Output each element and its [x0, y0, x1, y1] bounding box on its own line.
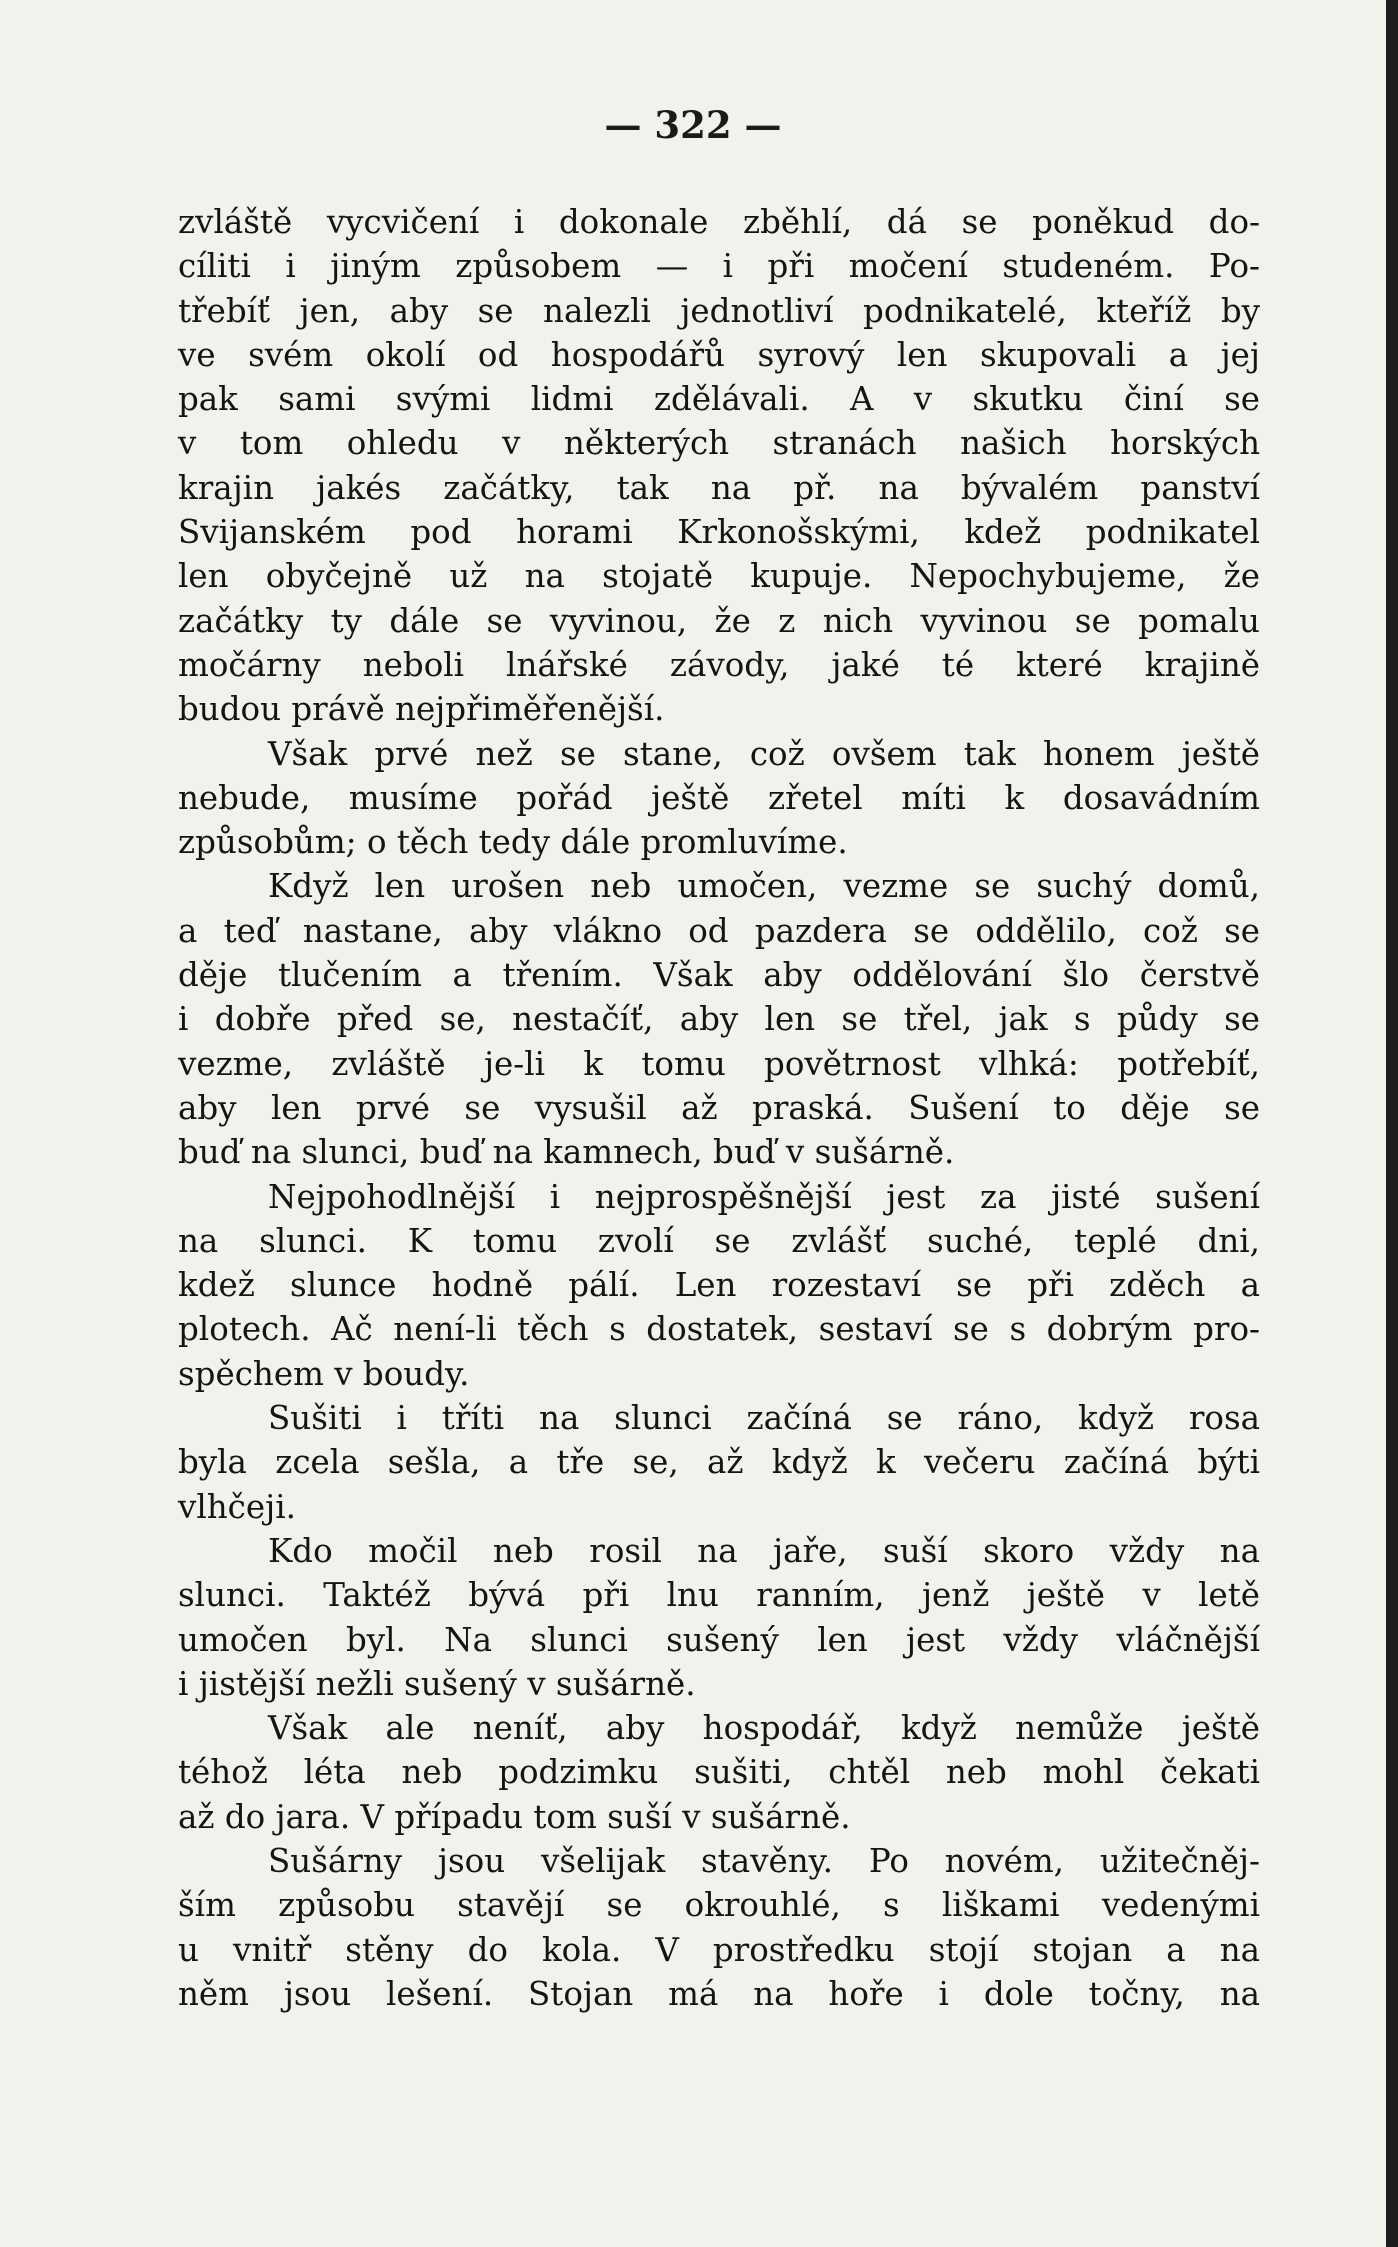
- text-line: na slunci. K tomu zvolí se zvlášť suché, teplé dni,: [178, 1221, 1260, 1260]
- text-line: Však ale neníť, aby hospodář, když nemůže ještě: [268, 1709, 1260, 1748]
- text-line: vlhčeji.: [178, 1487, 296, 1526]
- text-line: ším způsobu stavějí se okrouhlé, s liškami vedenými: [178, 1886, 1260, 1925]
- text-line: něm jsou lešení. Stojan má na hoře i dole točny, na: [178, 1974, 1260, 2013]
- text-line: Když len urošen neb umočen, vezme se suchý domů,: [268, 867, 1260, 906]
- text-line: téhož léta neb podzimku sušiti, chtěl neb mohl čekati: [178, 1753, 1260, 1792]
- paragraph: [178, 1706, 1260, 1839]
- paragraph: [178, 864, 1260, 1174]
- text-line: budou právě nejpřiměřenější.: [178, 690, 665, 729]
- text-line: Sušiti i tříti na slunci začíná se ráno, když rosa: [268, 1399, 1260, 1438]
- text-line: začátky ty dále se vyvinou, že z nich vyvinou se pomalu: [178, 601, 1260, 640]
- paragraph: [178, 200, 1260, 732]
- paragraph: [178, 1839, 1260, 2016]
- paragraph: [178, 1175, 1260, 1396]
- text-line: kdež slunce hodně pálí. Len rozestaví se při zděch a: [178, 1266, 1260, 1305]
- text-line: ve svém okolí od hospodářů syrový len skupovali a jej: [178, 335, 1260, 374]
- text-line: vezme, zvláště je-li k tomu povětrnost vlhká: potřebíť,: [178, 1044, 1260, 1083]
- text-line: až do jara. V případu tom suší v sušárně.: [178, 1797, 851, 1836]
- text-line: zvláště vycvičení i dokonale zběhlí, dá se poněkud do-: [178, 203, 1260, 241]
- text-line: pak sami svými lidmi zdělávali. A v skutku činí se: [178, 380, 1260, 419]
- text-line: a teď nastane, aby vlákno od pazdera se oddělilo, což se: [178, 911, 1260, 950]
- text-line: močárny neboli lnářské závody, jaké té které krajině: [178, 645, 1260, 684]
- text-line: aby len prvé se vysušil až praská. Sušení to děje se: [178, 1088, 1260, 1127]
- text-line: u vnitř stěny do kola. V prostředku stojí stojan a na: [178, 1930, 1260, 1969]
- paragraph: [178, 732, 1260, 865]
- text-line: i jistější nežli sušený v sušárně.: [178, 1664, 696, 1703]
- text-line: Však prvé než se stane, což ovšem tak honem ještě: [268, 734, 1260, 773]
- page-number: — 322 —: [604, 103, 782, 147]
- text-line: Svijanském pod horami Krkonošskými, kdež podnikatel: [178, 513, 1260, 552]
- text-line: i dobře před se, nestačíť, aby len se třel, jak s půdy se: [178, 1000, 1260, 1039]
- paragraph: [178, 1529, 1260, 1706]
- text-line: nebude, musíme pořád ještě zřetel míti k dosavádním: [178, 778, 1260, 817]
- text-line: krajin jakés začátky, tak na př. na bývalém panství: [178, 468, 1260, 507]
- text-line: Kdo močil neb rosil na jaře, suší skoro vždy na: [268, 1531, 1260, 1570]
- text-line: způsobům; o těch tedy dále promluvíme.: [178, 823, 848, 862]
- text-line: buď na slunci, buď na kamnech, buď v sušárně.: [178, 1133, 955, 1172]
- text-line: Nejpohodlnější i nejprospěšnější jest za jisté sušení: [268, 1177, 1260, 1216]
- paragraph: [178, 1396, 1260, 1529]
- text-line: třebíť jen, aby se nalezli jednotliví podnikatelé, kteříž by: [178, 291, 1260, 330]
- text-line: v tom ohledu v některých stranách našich horských: [178, 424, 1260, 463]
- text-line: děje tlučením a třením. Však aby oddělování šlo čerstvě: [178, 956, 1260, 995]
- text-line: len obyčejně už na stojatě kupuje. Nepochybujeme, že: [178, 557, 1260, 596]
- text-line: plotech. Ač není-li těch s dostatek, sestaví se s dobrým pro-: [178, 1310, 1260, 1349]
- body-text: [178, 200, 1260, 2016]
- text-line: cíliti i jiným způsobem — i při močení studeném. Po-: [178, 247, 1260, 286]
- text-line: byla zcela sešla, a tře se, až když k večeru začíná býti: [178, 1443, 1260, 1482]
- text-line: spěchem v boudy.: [178, 1354, 470, 1393]
- text-line: slunci. Taktéž bývá při lnu ranním, jenž ještě v letě: [178, 1576, 1260, 1615]
- text-line: Sušárny jsou všelijak stavěny. Po novém, užitečněj-: [268, 1841, 1260, 1880]
- text-line: umočen byl. Na slunci sušený len jest vždy vláčnější: [178, 1620, 1260, 1659]
